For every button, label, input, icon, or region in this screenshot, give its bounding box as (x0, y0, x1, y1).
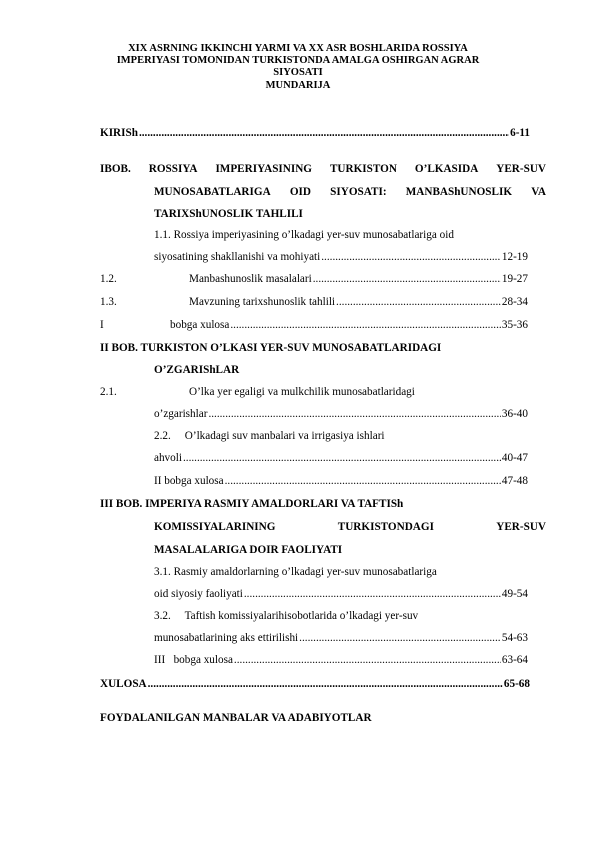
contents-heading: MUNDARIJA (265, 80, 331, 91)
chapter-3-heading-line-2 (154, 520, 546, 534)
dot-leader (230, 318, 501, 332)
toc-entry-3-1-line-1[interactable]: 3.1. Rasmiy amaldorlarning o’lkadagi yer-suv munosabatlariga (154, 566, 437, 578)
toc-entry-kirish[interactable] (100, 126, 530, 140)
dot-leader (336, 295, 501, 309)
toc-entry-sources[interactable]: FOYDALANILGAN MANBALAR VA ADABIYOTLAR (100, 712, 372, 724)
dot-leader (244, 587, 501, 601)
toc-entry-pages: 36-40 (501, 408, 528, 420)
toc-entry-number: 2.1. (100, 386, 117, 398)
heading-word: IBOB. (100, 163, 131, 175)
toc-entry-2-2-line-1[interactable]: 2.2. O’lkadagi suv manbalari va irrigasiya ishlari (154, 430, 385, 442)
dot-leader (234, 653, 501, 667)
toc-entry-chapter-2-conclusion[interactable] (154, 474, 528, 488)
toc-entry-pages: 49-54 (501, 588, 528, 600)
toc-entry-chapter-3-conclusion[interactable] (154, 653, 528, 667)
dot-leader (225, 474, 501, 488)
toc-entry-label: II bobga xulosa (154, 475, 224, 487)
chapter-1-heading-line-2 (154, 185, 546, 199)
toc-entry-pages: 63-64 (501, 654, 528, 666)
chapter-2-heading-line-2: O’ZGARIShLAR (154, 364, 240, 376)
toc-entry-label: XULOSA (100, 678, 147, 690)
dot-leader (139, 126, 509, 140)
toc-entry-label: o’zgarishlar (154, 408, 208, 420)
toc-entry-2-1[interactable] (154, 407, 528, 421)
toc-entry-label: siyosatining shakllanishi va mohiyati (154, 251, 321, 263)
toc-entry-1-1[interactable] (154, 250, 528, 264)
toc-entry-1-1-line-1[interactable]: 1.1. Rossiya imperiyasining o’lkadagi yer-suv munosabatlariga oid (154, 229, 454, 241)
toc-entry-pages: 54-63 (501, 632, 528, 644)
toc-entry-xulosa[interactable] (100, 677, 530, 691)
toc-entry-label: KIRISh (100, 127, 138, 139)
toc-entry-label: oid siyosiy faoliyati (154, 588, 243, 600)
heading-word: TURKISTONDAGI (337, 521, 434, 533)
dot-leader (313, 272, 501, 286)
toc-entry-label: ahvoli (154, 452, 182, 464)
toc-entry-3-2-line-1[interactable]: 3.2. Taftish komissiyalarihisobotlarida o’lkadagi yer-suv (154, 610, 419, 622)
toc-entry-pages: 47-48 (501, 475, 528, 487)
chapter-3-heading-line-3: MASALALARIGA DOIR FAOLIYATI (154, 544, 343, 556)
document-title-line-1: XIX ASRNING IKKINCHI YARMI VA XX ASR BOSHLARIDA ROSSIYA (128, 43, 468, 54)
toc-entry-number: I (100, 319, 104, 331)
toc-entry-3-2[interactable] (154, 631, 528, 645)
chapter-1-heading-line-3: TARIXShUNOSLIK TAHLILI (154, 208, 303, 220)
toc-entry-pages: 12-19 (501, 251, 528, 263)
heading-word: OID (289, 186, 311, 198)
heading-word: TURKISTON (329, 163, 397, 175)
toc-entry-number: 1.3. (100, 296, 117, 308)
toc-entry-2-1-line-1[interactable]: O’lka yer egaligi va mulkchilik munosabatlaridagi (189, 386, 415, 398)
toc-entry-chapter-1-conclusion[interactable] (170, 318, 528, 332)
heading-word: YER-SUV (496, 163, 546, 175)
toc-entry-number: 1.2. (100, 273, 117, 285)
chapter-3-heading-line-1[interactable]: III BOB. IMPERIYA RASMIY AMALDORLARI VA TAFTISh (100, 498, 404, 510)
toc-entry-1-2[interactable] (189, 272, 528, 286)
heading-word: MUNOSABATLARIGA (154, 186, 271, 198)
toc-entry-pages: 40-47 (501, 452, 528, 464)
heading-word: KOMISSIYALARINING (154, 521, 276, 533)
chapter-2-heading-line-1[interactable]: II BOB. TURKISTON O’LKASI YER-SUV MUNOSABATLARIDAGI (100, 342, 442, 354)
dot-leader (183, 451, 501, 465)
toc-entry-label: III bobga xulosa (154, 654, 233, 666)
dot-leader (321, 250, 501, 264)
toc-entry-label: Manbashunoslik masalalari (189, 273, 312, 285)
chapter-1-heading-line-1[interactable] (100, 162, 546, 176)
toc-entry-3-1[interactable] (154, 587, 528, 601)
dot-leader (299, 631, 501, 645)
heading-word: IMPERIYASINING (215, 163, 312, 175)
toc-entry-label: bobga xulosa (170, 319, 230, 331)
toc-entry-label: Mavzuning tarixshunoslik tahlili (189, 296, 336, 308)
heading-word: MANBAShUNOSLIK (405, 186, 513, 198)
heading-word: YER-SUV (496, 521, 546, 533)
document-title-line-3: SIYOSATI (273, 67, 323, 78)
toc-entry-pages: 35-36 (501, 319, 528, 331)
toc-entry-1-3[interactable] (189, 295, 528, 309)
toc-entry-pages: 28-34 (501, 296, 528, 308)
dot-leader (208, 407, 500, 421)
toc-entry-pages: 65-68 (503, 678, 530, 690)
heading-word: SIYOSATI: (330, 186, 387, 198)
document-title-line-2: IMPERIYASI TOMONIDAN TURKISTONDA AMALGA OSHIRGAN AGRAR (116, 55, 480, 66)
dot-leader (148, 677, 503, 691)
toc-entry-label: munosabatlarining aks ettirilishi (154, 632, 299, 644)
toc-entry-pages: 6-11 (510, 127, 530, 139)
toc-entry-2-2[interactable] (154, 451, 528, 465)
toc-entry-pages: 19-27 (501, 273, 528, 285)
heading-word: O’LKASIDA (414, 163, 479, 175)
heading-word: ROSSIYA (148, 163, 198, 175)
heading-word: VA (531, 186, 546, 198)
